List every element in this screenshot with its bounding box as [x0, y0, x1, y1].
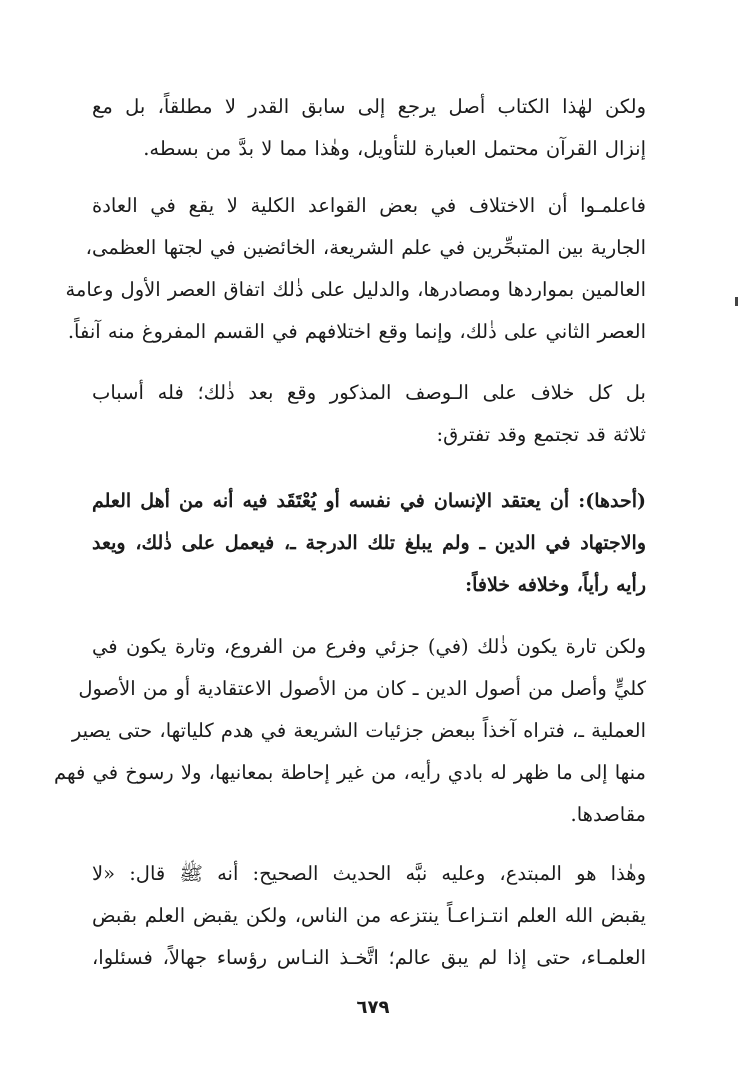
paragraph-first-cause	[92, 480, 646, 606]
text-line: إنزال القرآن محتمل العبارة للتأويل، وهٰذا مما لا بدَّ من بسطه.	[143, 137, 646, 160]
paragraph-hadith	[92, 853, 646, 979]
text-line: ولكن تارة يكون ذٰلك (في) جزئي وفرع من الفروع، وتارة يكون في	[92, 635, 646, 658]
scan-margin-mark	[735, 297, 738, 306]
text-line: فاعلمـوا أن الاختلاف في بعض القواعد الكلية لا يقع في العادة	[92, 194, 646, 217]
text-line: بل كل خلاف على الـوصف المذكور وقع بعد ذٰلك؛ فله أسباب	[92, 381, 646, 404]
text-line: العلمـاء، حتى إذا لم يبق عالم؛ اتَّخـذ النـاس رؤساء جهالاً، فسئلوا،	[92, 946, 646, 969]
text-line: العملية ـ، فتراه آخذاً ببعض جزئيات الشريعة في هدم كلياتها، حتى يصير	[71, 719, 646, 742]
text-line: يقبض الله العلم انتـزاعـاً ينتزعه من الناس، ولكن يقبض العلم بقبض	[92, 904, 646, 927]
text-line: ولكن لهٰذا الكتاب أصل يرجع إلى سابق القدر لا مطلقاً، بل مع	[92, 95, 646, 118]
page-number: ٦٧٩	[356, 997, 390, 1018]
paragraph-qadar-origin	[92, 86, 646, 170]
text-line: والاجتهاد في الدين ـ ولم يبلغ تلك الدرجة ـ، فيعمل على ذٰلك، ويعد	[92, 532, 646, 554]
text-line: العصر الثاني على ذٰلك، وإنما وقع اختلافهم في القسم المفروغ منه آنفاً.	[67, 320, 646, 343]
text-line: العالمين بمواردها ومصادرها، والدليل على ذٰلك اتفاق العصر الأول وعامة	[65, 278, 646, 301]
text-line: رأيه رأياً، وخلافه خلافاً:	[465, 574, 646, 596]
text-line: كليٍّ وأصل من أصول الدين ـ كان من الأصول الاعتقادية أو من الأصول	[78, 677, 646, 700]
text-line: منها إلى ما ظهر له بادي رأيه، من غير إحاطة بمعانيها، ولا رسوخ في فهم	[54, 761, 646, 784]
text-line: مقاصدها.	[570, 803, 646, 826]
paragraph-difference-in-rules	[65, 185, 646, 353]
paragraph-partial-and-universal	[54, 626, 646, 836]
text-line: (أحدها): أن يعتقد الإنسان في نفسه أو يُعْتَقَد فيه أنه من أهل العلم	[92, 490, 646, 512]
text-line: الجارية بين المتبحِّرين في علم الشريعة، الخائضين في لجتها العظمى،	[85, 236, 646, 259]
paragraph-three-causes	[92, 372, 646, 456]
text-line: ثلاثة قد تجتمع وقد تفترق:	[436, 423, 646, 446]
text-line: وهٰذا هو المبتدع، وعليه نبَّه الحديث الصحيح: أنه ﷺ قال: «لا	[92, 862, 646, 885]
